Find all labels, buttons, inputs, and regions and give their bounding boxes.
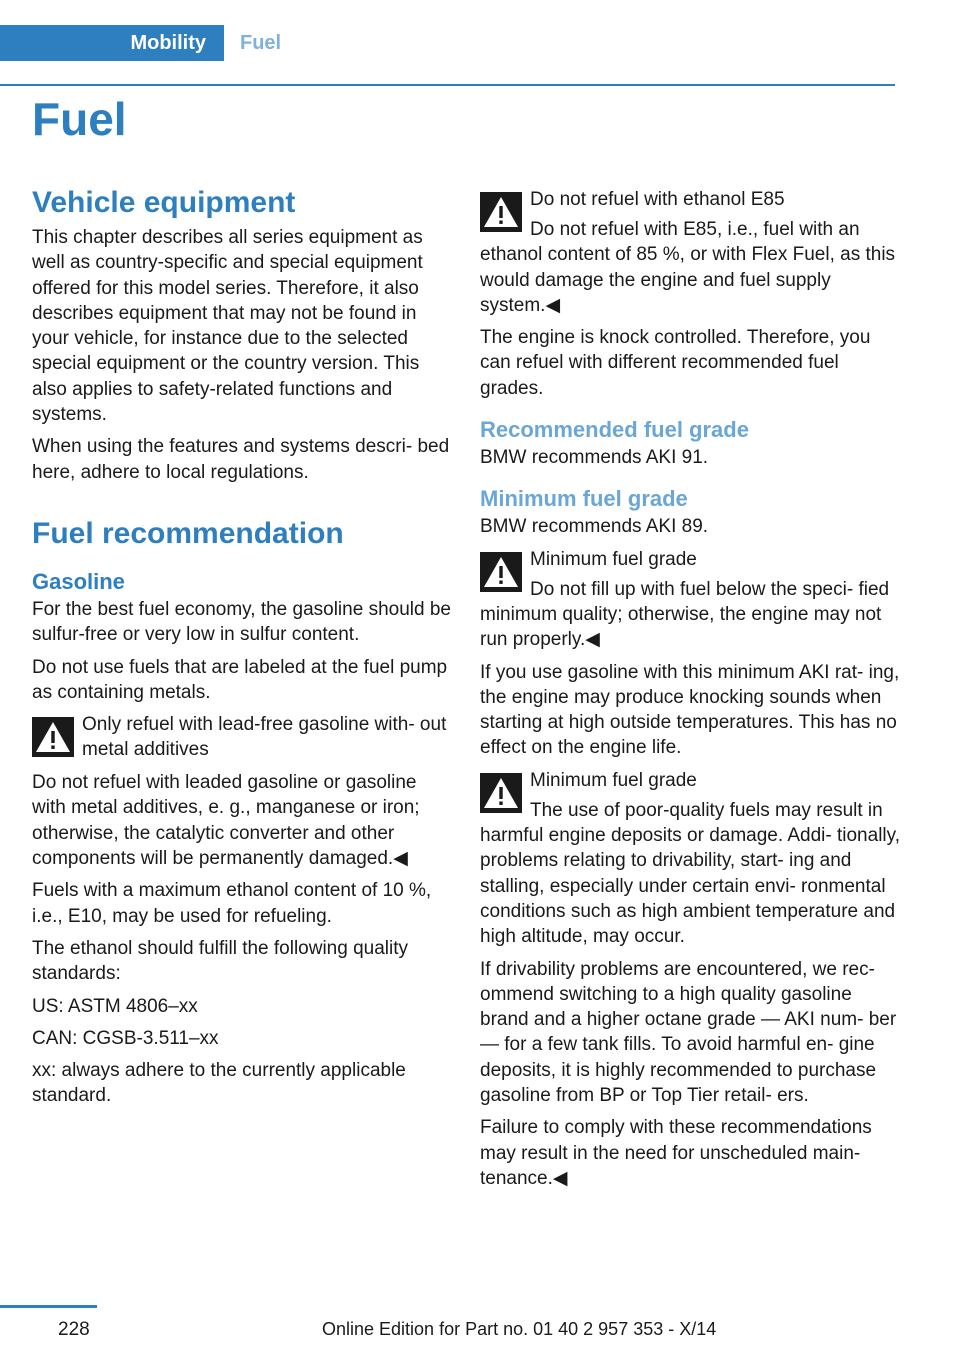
paragraph: If drivability problems are encountered, we rec‐ ommend switching to a high quality gasoline brand and a higher octane grade — AKI num‐ ber — for a few tank fills. To avoid harmful en‐ gine deposits, it is highly recommended to purchase gasoline from BP or Top Tier retail‐ ers. — [480, 958, 897, 1107]
warning-block — [480, 547, 900, 605]
warning-body: Do not refuel with E85, i.e., fuel with an ethanol content of 85 %, or with Flex Fuel, as this would damage the engine and fuel supply system.◀ — [480, 219, 896, 316]
warning-title: Minimum fuel grade — [530, 769, 697, 791]
warning-title: Do not refuel with ethanol E85 — [530, 189, 785, 210]
paragraph: The engine is knock controlled. Therefore, you can refuel with different recommended fuel grades. — [480, 327, 871, 399]
page-title: Fuel — [32, 93, 127, 145]
paragraph: BMW recommends AKI 89. — [480, 516, 709, 538]
heading-recommended-fuel-grade: Recommended fuel grade — [480, 417, 749, 443]
paragraph: This chapter describes all series equipment as well as country-specific and special equipment offered for this model series. Therefore, it also describes equipment that may not be found in your vehicle, for instance due to the selected special equipment or the country version. This also applies to safety-related functions and systems. — [32, 227, 423, 426]
header-divider — [0, 84, 895, 86]
warning-body: Do not fill up with fuel below the speci‐ fied minimum quality; otherwise, the engine may not run properly.◀ — [480, 578, 890, 651]
warning-title: Minimum fuel grade — [530, 548, 697, 570]
header-tabs — [0, 25, 895, 61]
warning-title: Only refuel with lead-free gasoline with‐ out metal additives — [82, 714, 447, 761]
warning-body: The use of poor-quality fuels may result in harmful engine deposits or damage. Addi‐ tionally, problems relating to drivability, start‐ ing and stalling, especially under certain envi‐ ronmental conditions such as high ambient temperature and high altitude, may occur. — [480, 799, 901, 948]
warning-triangle-icon — [480, 773, 522, 813]
heading-vehicle-equipment: Vehicle equipment — [32, 186, 296, 219]
warning-body: Do not refuel with leaded gasoline or gasoline with metal additives, e. g., manganese or iron; otherwise, the catalytic converter and other components will be permanently damaged.◀ — [32, 772, 420, 870]
paragraph: xx: always adhere to the currently applicable standard. — [32, 1060, 406, 1107]
warning-block — [480, 187, 900, 245]
paragraph: Fuels with a maximum ethanol content of 10 %, i.e., E10, may be used for refueling. — [32, 880, 432, 927]
warning-block — [480, 768, 900, 826]
paragraph: US: ASTM 4806–xx — [32, 995, 198, 1017]
paragraph: CAN: CGSB-3.511–xx — [32, 1027, 219, 1049]
footer-divider — [0, 1305, 97, 1308]
edition-note: Online Edition for Part no. 01 40 2 957 353 - X/14 — [322, 1319, 717, 1339]
paragraph: When using the features and systems descri‐ bed here, adhere to local regulations. — [32, 436, 450, 483]
paragraph: If you use gasoline with this minimum AKI rat‐ ing, the engine may produce knocking sounds when starting at high outside temperatures. This has no effect on the engine life. — [480, 661, 900, 759]
left-column — [32, 185, 452, 1116]
paragraph: Do not use fuels that are labeled at the fuel pump as containing metals. — [32, 656, 448, 703]
tab-fuel[interactable]: Fuel — [240, 32, 282, 54]
heading-gasoline: Gasoline — [32, 568, 125, 594]
paragraph: BMW recommends AKI 91. — [480, 447, 709, 469]
heading-minimum-fuel-grade: Minimum fuel grade — [480, 486, 688, 512]
warning-triangle-icon — [480, 552, 522, 592]
tab-mobility[interactable]: Mobility — [0, 25, 224, 61]
paragraph: Failure to comply with these recommendations may result in the need for unscheduled main‐ tenance.◀ — [480, 1117, 872, 1189]
paragraph: For the best fuel economy, the gasoline should be sulfur-free or very low in sulfur content. — [32, 598, 451, 646]
right-column — [480, 187, 900, 1198]
heading-fuel-recommendation: Fuel recommendation — [32, 516, 344, 550]
page-number: 228 — [58, 1319, 90, 1340]
warning-block — [32, 712, 452, 770]
paragraph: The ethanol should fulfill the following quality standards: — [32, 937, 409, 985]
warning-triangle-icon — [32, 717, 74, 757]
warning-triangle-icon — [480, 192, 522, 232]
